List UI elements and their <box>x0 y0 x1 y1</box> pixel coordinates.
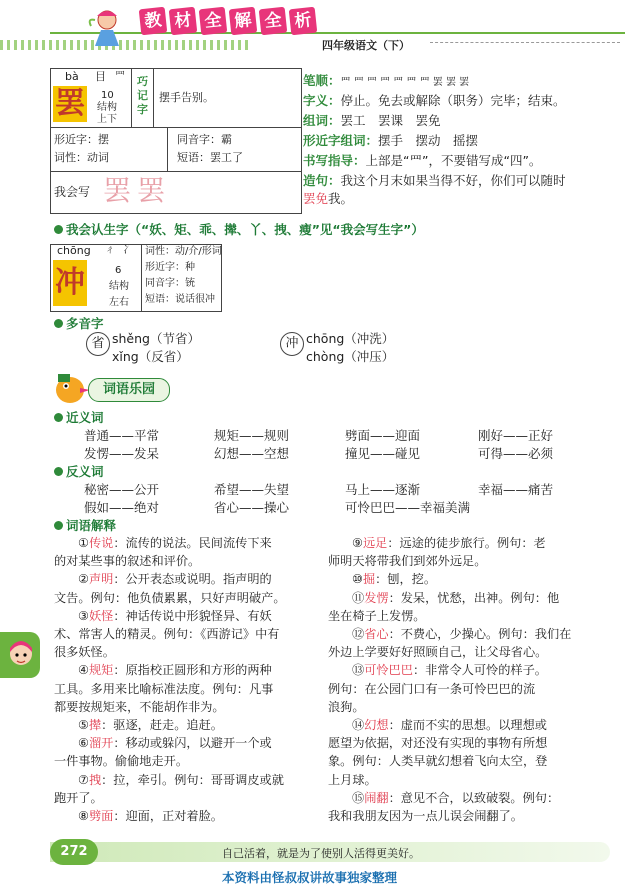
side-note-meaning: 字义：停止。免去或解除（职务）完毕；结束。 <box>303 93 566 108</box>
antonym-pair: 马上——逐渐 <box>345 482 421 497</box>
pos-2: 词性：动/介/形词 <box>145 246 222 257</box>
pinyin: bà <box>65 70 79 83</box>
fairy-mascot-icon <box>85 6 130 48</box>
exp-line: 文告。例句：他负债累累，只好声明破产。 <box>54 590 286 605</box>
part-of-speech: 词性：动词 <box>54 151 109 164</box>
header-char-5: 全 <box>259 7 288 36</box>
bullet-icon <box>54 225 63 234</box>
pinyin-2: chōng <box>57 244 91 257</box>
polyphone-char-1: 省 <box>86 332 110 356</box>
synonym-pair: 劈面——迎面 <box>345 428 421 443</box>
polyphone-1-reading-2: xǐng（反省） <box>112 349 189 364</box>
antonym-pair: 幸福——痛苦 <box>478 482 554 497</box>
explanation-left-column <box>54 534 318 825</box>
exp-line: ④规矩：原指校正圆形和方形的两种 <box>78 663 272 678</box>
exp-line: 象。例句：人类早就幻想着飞向太空，登 <box>328 754 548 769</box>
header-rule <box>50 32 625 34</box>
exp-line: 工具。多用来比喻标准法度。例句：凡事 <box>54 681 274 696</box>
tip-text: 摆手告别。 <box>159 91 214 104</box>
exp-line: 跑开了。 <box>54 790 103 805</box>
antonym-pair: 假如——绝对 <box>84 500 160 515</box>
exp-line: ⑭幻想：虚而不实的思想。以理想或 <box>352 718 547 733</box>
structure-value: 上下 <box>97 114 117 125</box>
synonyms-heading: 近义词 <box>54 408 104 426</box>
structure-label: 结构 <box>97 102 117 113</box>
antonym-pair: 可怜巴巴——幸福美满 <box>345 500 471 515</box>
exp-line: ⑫省心：不费心，少操心。例句：我们在 <box>352 627 572 642</box>
polyphone-1-reading-1: shěng（节省） <box>112 331 200 346</box>
exp-line: ③妖怪：神话传说中形貌怪异、有妖 <box>78 608 272 623</box>
side-note-similar-words: 形近字组词：摆手 摆动 摇摆 <box>303 133 479 148</box>
header-dashed-rule <box>430 42 620 44</box>
polyphone-2-reading-1: chōng（冲洗） <box>306 331 395 346</box>
bullet-icon <box>54 467 63 476</box>
structure-value-2: 左右 <box>109 297 129 308</box>
side-note-stroke-order: 笔顺：罒 罒 罒 罒 罒 罒 罒 罢 罢 罢 <box>303 73 470 88</box>
polyphone-char-2: 冲 <box>280 332 304 356</box>
exp-line: ⑥溜开：移动或躲闪，以避开一个或 <box>78 736 272 751</box>
tip-label: 巧记字 <box>137 75 148 116</box>
header-char-3: 全 <box>199 7 228 36</box>
side-note-sentence-2: 罢免我。 <box>303 191 354 206</box>
bullet-icon <box>54 413 63 422</box>
side-note-writing-guide: 书写指导：上部是“罒”，不要错写成“四”。 <box>303 153 542 168</box>
phrase: 短语：罢工了 <box>177 151 243 164</box>
big-character: 罢 <box>55 86 85 121</box>
character-card-chong <box>50 244 222 312</box>
exp-line: 一件事物。偷偷地走开。 <box>54 754 189 769</box>
bullet-icon <box>54 319 63 328</box>
stroke-count-2: 6 <box>115 265 122 276</box>
antonyms-heading: 反义词 <box>54 462 104 480</box>
grade-label: 四年级语文（下） <box>322 39 410 52</box>
side-note-words: 组词：罢工 罢课 罢免 <box>303 113 441 128</box>
exp-line: ②声明：公开表态或说明。指声明的 <box>78 572 272 587</box>
header-char-4: 解 <box>229 7 258 36</box>
explanations-heading: 词语解释 <box>54 516 116 534</box>
phrase-2: 短语：说话很冲 <box>145 294 215 305</box>
exp-line: 上月球。 <box>328 772 377 787</box>
exp-line: 我和我朋友因为一点儿误会闹翻了。 <box>328 809 523 824</box>
exp-line: 师明天将带我们到郊外远足。 <box>328 554 487 569</box>
write-label: 我会写 <box>54 185 91 199</box>
exp-line: 都要按规矩来，不能胡作非为。 <box>54 699 225 714</box>
exp-line: 愿望为依据，对还没有实现的事物有所想 <box>328 736 548 751</box>
character-card-ba <box>50 68 302 214</box>
page-number: 272 <box>50 839 98 865</box>
exp-line: ⑦拽：拉，牵引。例句：哥哥调皮或就 <box>78 772 284 787</box>
polyphone-heading: 多音字 <box>54 314 104 332</box>
shape-similar: 形近字：摆 <box>54 133 109 146</box>
bird-mascot-icon <box>52 370 92 406</box>
write-practice-2: 罢 <box>137 174 166 207</box>
synonym-pair: 普通——平常 <box>84 428 160 443</box>
synonym-pair: 规矩——规则 <box>214 428 290 443</box>
radical-label: 目 <box>95 70 106 83</box>
header-char-2: 材 <box>169 7 198 36</box>
radical-2: 冫 <box>123 245 133 256</box>
exp-line: 浪狗。 <box>328 699 365 714</box>
exp-line: ⑪发愣：发呆，忧愁，出神。例句：他 <box>352 590 560 605</box>
footer-quote: 自己活着，就是为了使别人活得更美好。 <box>222 847 420 860</box>
exp-line: ⑤撵：驱逐，赶走。追赶。 <box>78 718 223 733</box>
synonym-pair: 发愣——发呆 <box>84 446 160 461</box>
stroke-count: 10 <box>101 90 114 101</box>
shape-2: 形近字：种 <box>145 262 195 273</box>
header-char-6: 析 <box>289 7 318 36</box>
exp-line: 例句：在公园门口有一条可怜巴巴的流 <box>328 681 536 696</box>
antonym-pair: 省心——操心 <box>214 500 290 515</box>
exp-line: ⑨远足：远途的徒步旅行。例句：老 <box>352 536 546 550</box>
radical: 罒 <box>115 71 125 82</box>
synonym-pair: 刚好——正好 <box>478 428 554 443</box>
exp-line: ⑮闹翻：意见不合，以致破裂。例句： <box>352 790 560 805</box>
exp-line: ⑧劈面：迎面，正对着脸。 <box>78 809 223 824</box>
exp-line: 很多妖怪。 <box>54 645 115 660</box>
ciyu-banner: 词语乐园 <box>88 378 170 402</box>
side-note-sentence: 造句：我这个月末如果当得不好，你们可以随时 <box>303 173 566 188</box>
exp-line: 的对某些事的叙述和评价。 <box>54 554 201 569</box>
bullet-icon <box>54 521 63 530</box>
exp-line: ⑩掘：刨，挖。 <box>352 572 437 587</box>
footer-note: 本资料由怪叔叔讲故事独家整理 <box>222 870 398 885</box>
explanation-right-column <box>328 534 590 825</box>
radical-label-2: ㄔ <box>105 245 115 256</box>
antonym-pair: 希望——失望 <box>214 482 290 497</box>
antonym-pair: 秘密——公开 <box>84 482 160 497</box>
header-char-1: 教 <box>139 7 168 36</box>
exp-line: 术、常害人的精灵。例句：《西游记》中有 <box>54 627 280 642</box>
exp-line: 坐在椅子上发愣。 <box>328 608 426 623</box>
synonym-pair: 撞见——碰见 <box>345 446 421 461</box>
write-practice-1: 罢 <box>103 174 132 207</box>
exp-line: ①传说：流传的说法。民间流传下来 <box>78 536 272 550</box>
synonym-pair: 幻想——空想 <box>214 446 290 461</box>
synonym-pair: 可得——必须 <box>478 446 554 461</box>
homophone: 同音字：霸 <box>177 133 232 146</box>
structure-label-2: 结构 <box>109 281 129 292</box>
girl-mascot-icon <box>6 638 36 672</box>
polyphone-2-reading-2: chòng（冲压） <box>306 349 395 364</box>
exp-line: ⑬可怜巴巴：非常令人可怜的样子。 <box>352 663 547 678</box>
homophone-2: 同音字：铳 <box>145 278 195 289</box>
recognize-heading: 我会认生字（“妖、矩、乖、撵、丫、拽、瘦”见“我会写生字”） <box>54 220 424 238</box>
big-character-2: 冲 <box>53 260 87 306</box>
exp-line: 外边上学要好好照顾自己，让父母省心。 <box>328 645 548 660</box>
